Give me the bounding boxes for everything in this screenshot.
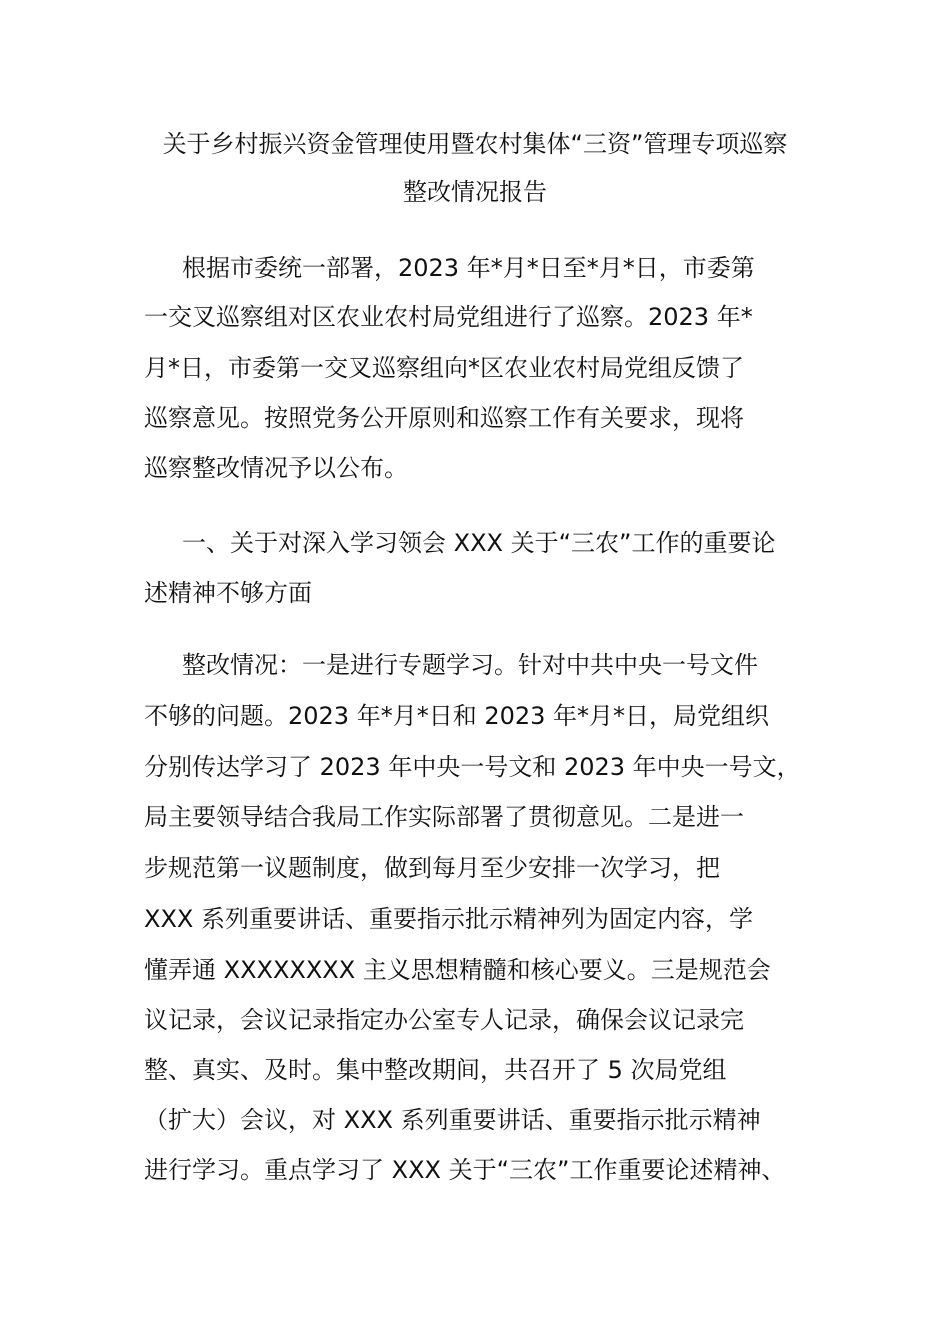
paragraph1-line-1: 根据市委统一部署，2023 年*月*日至*月*日，市委第: [182, 254, 755, 282]
paragraph2-line-5: 步规范第一议题制度，做到每月至少安排一次学习，把: [144, 854, 720, 882]
paragraph2-line-4: 局主要领导结合我局工作实际部署了贯彻意见。二是进一: [144, 803, 744, 831]
paragraph2-line-8: 议记录，会议记录指定办公室专人记录，确保会议记录完: [144, 1006, 744, 1034]
paragraph1-line-3: 月*日，市委第一交叉巡察组向*区农业农村局党组反馈了: [144, 354, 744, 382]
paragraph2-line-7: 懂弄通 XXXXXXXX 主义思想精髓和核心要义。三是规范会: [144, 956, 771, 984]
paragraph2-line-9: 整、真实、及时。集中整改期间，共召开了 5 次局党组: [144, 1056, 727, 1084]
paragraph2-line-6: XXX 系列重要讲话、重要指示批示精神列为固定内容，学: [144, 905, 753, 933]
paragraph2-line-10: （扩大）会议，对 XXX 系列重要讲话、重要指示批示精神: [144, 1106, 761, 1134]
paragraph2-line-1: 整改情况：一是进行专题学习。针对中共中央一号文件: [182, 651, 758, 679]
paragraph2-line-3: 分别传达学习了 2023 年中央一号文和 2023 年中央一号文，: [144, 753, 801, 781]
section-heading-line-2: 述精神不够方面: [144, 579, 312, 607]
section-heading-line-1: 一、关于对深入学习领会 XXX 关于“三农”工作的重要论: [182, 529, 776, 557]
report-title-line-1: 关于乡村振兴资金管理使用暨农村集体“三资”管理专项巡察: [162, 130, 788, 158]
paragraph2-line-11: 进行学习。重点学习了 XXX 关于“三农”工作重要论述精神、: [144, 1156, 786, 1184]
paragraph1-line-4: 巡察意见。按照党务公开原则和巡察工作有关要求，现将: [144, 404, 744, 432]
paragraph2-line-2: 不够的问题。2023 年*月*日和 2023 年*月*日，局党组织: [144, 702, 770, 730]
paragraph1-line-2: 一交叉巡察组对区农业农村局党组进行了巡察。2023 年*: [144, 303, 753, 331]
paragraph1-line-5: 巡察整改情况予以公布。: [144, 454, 408, 482]
report-title-line-2: 整改情况报告: [403, 178, 547, 206]
